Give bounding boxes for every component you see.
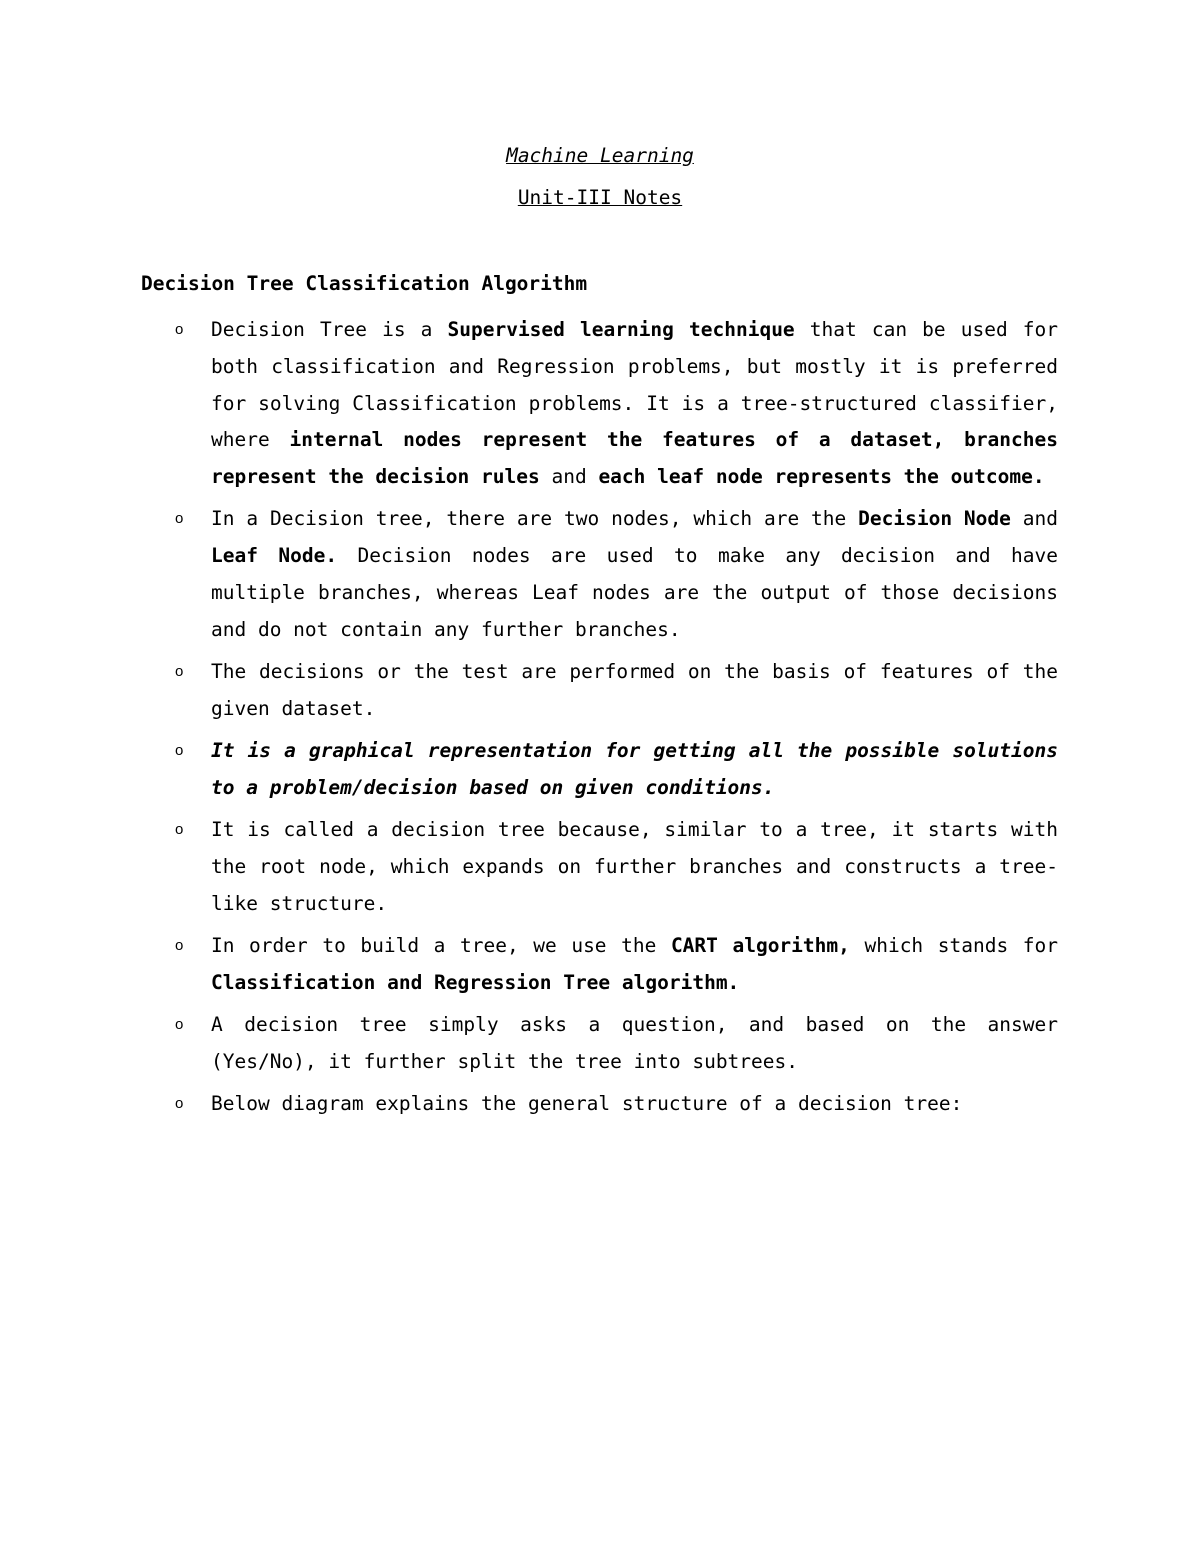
list-item: o A decision tree simply asks a question, and based on the answer (Yes/No), it further split the tree into subtrees. <box>211 1007 1058 1081</box>
document-title: Machine Learning <box>506 144 694 167</box>
bullet-marker: o <box>175 821 184 839</box>
document-subtitle: Unit-III Notes <box>517 186 683 209</box>
list-item: o It is a graphical representation for getting all the possible solutions to a problem/decision based on given conditions. <box>211 733 1058 807</box>
bullet-marker: o <box>175 1016 184 1034</box>
list-item: o In a Decision tree, there are two nodes, which are the Decision Node and Leaf Node. Decision nodes are used to make any decision and have multiple branches, whereas Leaf nodes are the output of those decisions and do not contain any further branches. <box>211 501 1058 648</box>
bullet-marker: o <box>175 510 184 528</box>
list-item: o Decision Tree is a Supervised learning technique that can be used for both classification and Regression problems, but mostly it is preferred for solving Classification problems. It is a tree-structured classifier, where internal nodes represent the features of a dataset, branches represent the decision rules and each leaf node represents the outcome. <box>211 312 1058 496</box>
section-heading: Decision Tree Classification Algorithm <box>141 272 588 295</box>
bullet-marker: o <box>175 937 184 955</box>
list-item: o The decisions or the test are performed on the basis of features of the given dataset. <box>211 654 1058 728</box>
bullet-marker: o <box>175 321 184 338</box>
list-item: o In order to build a tree, we use the CART algorithm, which stands for Classification and Regression Tree algorithm. <box>211 928 1058 1002</box>
bullet-marker: o <box>175 1095 184 1113</box>
list-item: o It is called a decision tree because, similar to a tree, it starts with the root node, which expands on further branches and constructs a tree-like structure. <box>211 812 1058 922</box>
bullet-list <box>0 312 1200 1129</box>
bullet-marker: o <box>175 742 184 760</box>
bullet-marker: o <box>175 663 184 681</box>
list-item: o Below diagram explains the general structure of a decision tree: <box>211 1086 1058 1123</box>
